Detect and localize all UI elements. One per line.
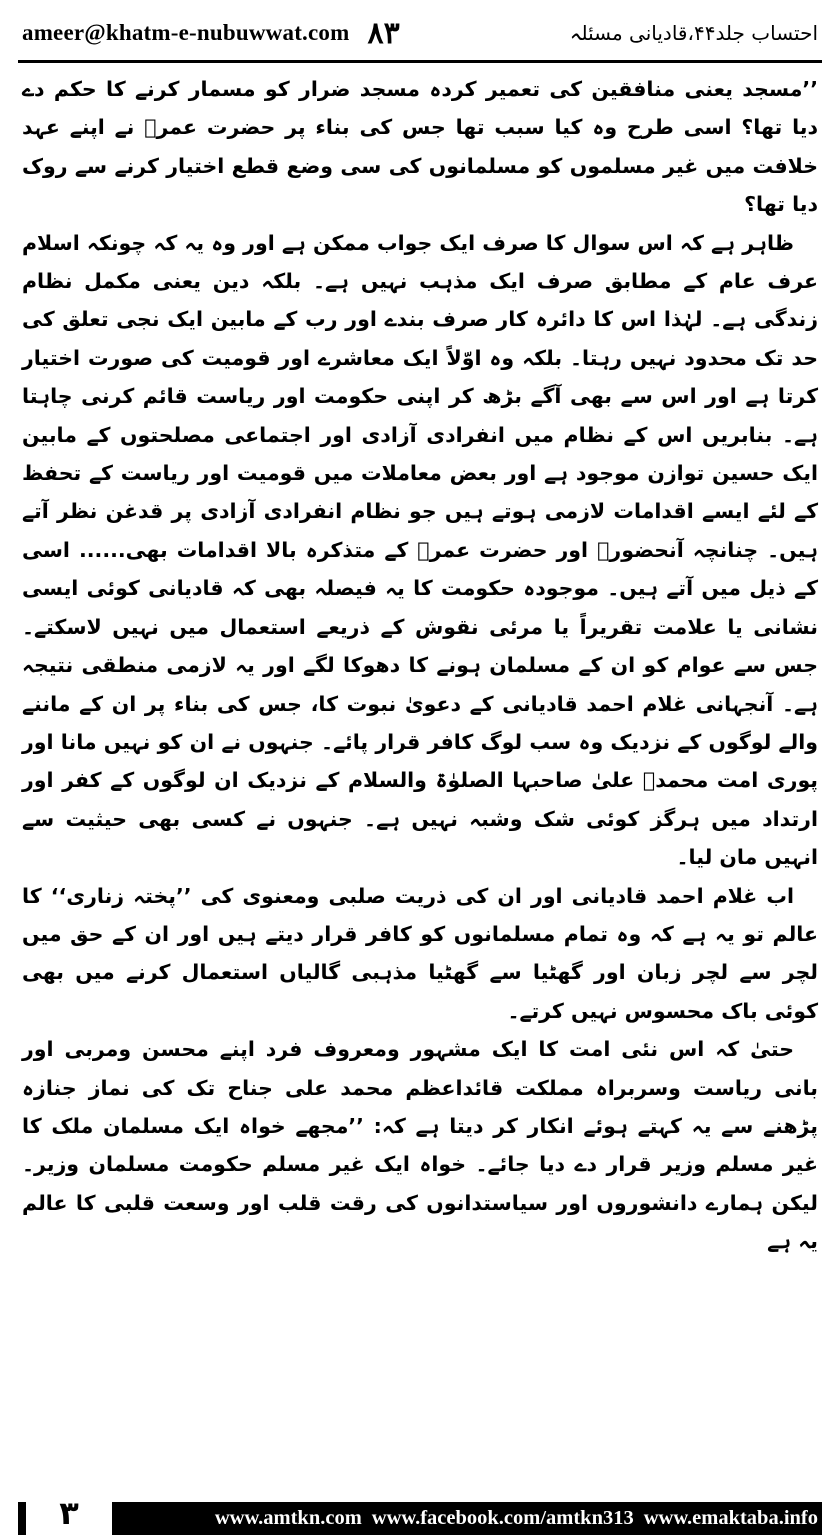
footer-link-emaktaba[interactable]: www.emaktaba.info (643, 1507, 818, 1529)
header-email: ameer@khatm-e-nubuwwat.com (22, 20, 350, 45)
paragraph-4: حتیٰ کہ اس نئی امت کا ایک مشہور ومعروف فرد اپنے محسن ومربی اور بانی ریاست وسربراہ مملکت قائداعظم محمد علی جناح تک کی نماز جنازہ پڑھنے سے یہ کہتے ہوئے انکار کر دیتا ہے کہ: ’’مجھے خواہ ایک مسلمان ملک کا غیر مسلم وزیر قرار دے دیا جائے۔ خواہ ایک غیر مسلم حکومت مسلمان وزیر۔ لیکن ہمارے دانشوروں اور سیاستدانوں کی رقت قلب اور وسعت قلبی کا عالم یہ ہے (22, 1037, 818, 1254)
footer-link-amtkn[interactable]: www.amtkn.com (214, 1507, 362, 1529)
paragraph-2: ظاہر ہے کہ اس سوال کا صرف ایک جواب ممکن ہے اور وہ یہ کہ چونکہ اسلام عرف عام کے مطابق صرف ایک مذہب نہیں ہے۔ بلکہ دین یعنی مکمل نظام زندگی ہے۔ لہٰذا اس کا دائرہ کار صرف بندے اور رب کے مابین ایک نجی تعلق کی حد تک محدود نہیں رہتا۔ بلکہ وہ اوّلاً ایک معاشرے اور قومیت کی صورت اختیار کرتا ہے اور اس سے بھی آگے بڑھ کر اپنی حکومت اور ریاست قائم کرنی چاہتا ہے۔ بنابریں اس کے نظام میں انفرادی آزادی اور اجتماعی مصلحتوں کے مابین ایک حسین توازن موجود ہے اور بعض معاملات میں قومیت اور ریاست کے تحفظ کے لئے ایسے اقدامات لازمی ہوتے ہیں جو نظام انفرادی آزادی پر قدغن نظر آتے ہیں۔ چنانچہ آنحضورﷺ اور حضرت عمرؓ کے متذکرہ بالا اقدامات بھی...... اسی کے ذیل میں آتے ہیں۔ موجودہ حکومت کا یہ فیصلہ بھی کہ قادیانی کوئی ایسی نشانی یا علامت تقریراً یا مرئی نقوش کے ذریعے استعمال میں نہیں لاسکتے۔ جس سے عوام کو ان کے مسلمان ہونے کا دھوکا لگے اور یہ لازمی منطقی نتیجہ ہے۔ آنجہانی غلام احمد قادیانی کے دعویٰ نبوت کا، جس کی بناء پر ان کے ماننے والے لوگوں کے نزدیک وہ سب لوگ کافر قرار پائے۔ جنہوں نے ان کو نہیں مانا اور پوری امت محمدؐ علیٰ صاحبہا الصلوٰۃ والسلام کے نزدیک ان لوگوں کے کفر اور ارتداد میں ہرگز کوئی شک وشبہ نہیں ہے۔ جنہوں نے کسی بھی حیثیت سے انہیں مان لیا۔ (22, 230, 818, 870)
footer-links (114, 1502, 818, 1535)
page-header (22, 8, 818, 58)
page-number: ۸۳ (367, 15, 400, 51)
header-rule (18, 60, 822, 63)
volume-number: ۳ (59, 1494, 79, 1532)
paragraph-3: اب غلام احمد قادیانی اور ان کی ذریت صلبی ومعنوی کی ’’پختہ زناری‘‘ کا عالم تو یہ ہے کہ وہ تمام مسلمانوں کو کافر قرار دیتے ہیں اور ان کے حق میں لچر سے لچر زبان اور گھٹیا سے گھٹیا مذہبی گالیاں استعمال کرنے میں بھی کوئی باک محسوس نہیں کرتے۔ (22, 883, 818, 1023)
body-text (22, 70, 818, 1261)
volume-box (26, 1489, 112, 1537)
page-footer (18, 1489, 822, 1537)
header-left-group (22, 16, 400, 51)
paragraph-1: ’’مسجد یعنی منافقین کی تعمیر کردہ مسجد ضرار کو مسمار کرنے کا حکم دے دیا تھا؟ اسی طرح وہ کیا سبب تھا جس کی بناء پر حضرت عمرؓ نے اپنے عہد خلافت میں غیر مسلموں کو مسلمانوں کی سی وضع قطع اختیار کرنے سے روک دیا تھا؟ (22, 77, 818, 217)
footer-link-facebook[interactable]: www.facebook.com/amtkn313 (371, 1507, 634, 1529)
book-title: احتساب جلد۴۴،قادیانی مسئلہ (569, 21, 818, 45)
